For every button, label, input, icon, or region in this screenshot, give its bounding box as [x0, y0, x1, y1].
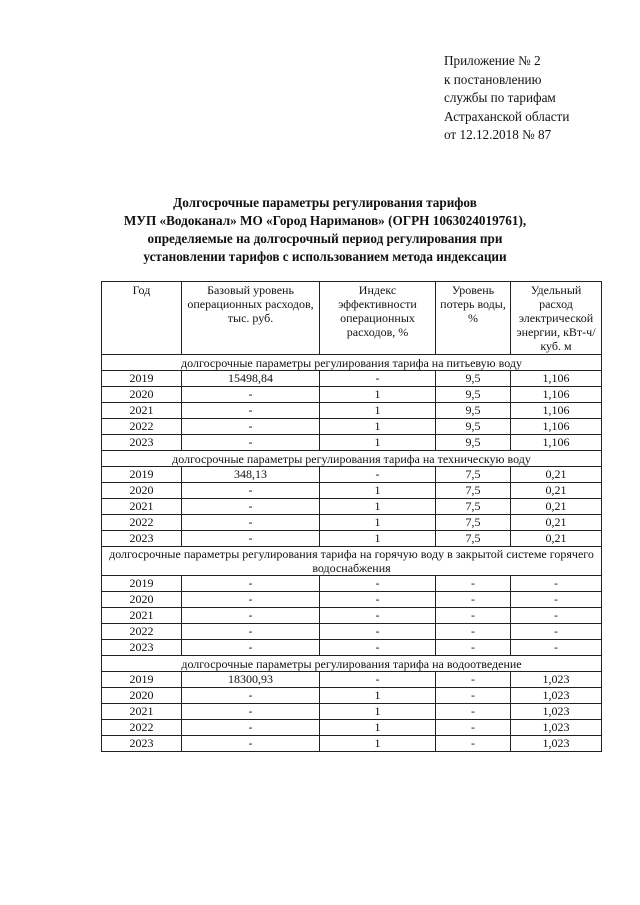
- title-line: МУП «Водоканал» МО «Город Нариманов» (ОГРН 1063024019761),: [123, 213, 527, 228]
- header-base-opex: Базовый уровень операционных расходов, тыс. руб.: [182, 282, 320, 355]
- title-line: Долгосрочные параметры регулирования тарифов: [173, 195, 477, 210]
- table-cell: -: [182, 736, 320, 752]
- table-cell: -: [436, 608, 511, 624]
- table-cell: 7,5: [436, 531, 511, 547]
- table-cell: -: [182, 515, 320, 531]
- table-cell: 0,21: [511, 499, 602, 515]
- table-cell: 1,023: [511, 672, 602, 688]
- table-cell: 2022: [102, 419, 182, 435]
- table-cell: 1: [320, 387, 436, 403]
- table-cell: -: [320, 640, 436, 656]
- table-row: [102, 640, 602, 656]
- title-line: установлении тарифов с использованием метода индексации: [143, 249, 507, 264]
- table-cell: 1,023: [511, 688, 602, 704]
- table-cell: 2022: [102, 515, 182, 531]
- table-row: [102, 515, 602, 531]
- table-row: [102, 403, 602, 419]
- table-row: [102, 531, 602, 547]
- table-cell: -: [182, 483, 320, 499]
- table-cell: -: [436, 624, 511, 640]
- table-cell: 2019: [102, 672, 182, 688]
- table-cell: 18300,93: [182, 672, 320, 688]
- table-row: [102, 467, 602, 483]
- header-energy-consumption: Удельный расход электрической энергии, кВт-ч/куб. м: [511, 282, 602, 355]
- table-cell: 1: [320, 704, 436, 720]
- table-cell: 1,106: [511, 419, 602, 435]
- table-cell: -: [182, 419, 320, 435]
- table-row: [102, 688, 602, 704]
- table-row: [102, 592, 602, 608]
- appendix-line: от 12.12.2018 № 87: [444, 127, 552, 142]
- table-cell: -: [511, 624, 602, 640]
- table-cell: 2023: [102, 531, 182, 547]
- section-title: долгосрочные параметры регулирования тарифа на питьевую воду: [102, 355, 602, 371]
- table-cell: -: [182, 688, 320, 704]
- header-efficiency-index: Индекс эффективности операционных расходов, %: [320, 282, 436, 355]
- table-cell: 1,023: [511, 720, 602, 736]
- table-cell: 1,023: [511, 736, 602, 752]
- table-cell: 9,5: [436, 371, 511, 387]
- document-title: [100, 194, 550, 266]
- table-cell: 1: [320, 483, 436, 499]
- header-year: Год: [102, 282, 182, 355]
- title-line: определяемые на долгосрочный период регулирования при: [147, 231, 503, 246]
- table-cell: 2019: [102, 576, 182, 592]
- table-row: [102, 720, 602, 736]
- table-cell: -: [182, 435, 320, 451]
- table-cell: 1,106: [511, 371, 602, 387]
- table-cell: 7,5: [436, 483, 511, 499]
- table-cell: 2020: [102, 387, 182, 403]
- table-cell: 2020: [102, 592, 182, 608]
- table-row: [102, 419, 602, 435]
- table-cell: 1: [320, 515, 436, 531]
- table-cell: -: [320, 592, 436, 608]
- table-cell: -: [511, 576, 602, 592]
- table-cell: 348,13: [182, 467, 320, 483]
- table-cell: 9,5: [436, 419, 511, 435]
- table-row: [102, 624, 602, 640]
- table-cell: 2023: [102, 435, 182, 451]
- table-cell: 2021: [102, 704, 182, 720]
- table-cell: -: [511, 640, 602, 656]
- table-cell: -: [436, 576, 511, 592]
- table-cell: -: [320, 624, 436, 640]
- table-cell: -: [320, 576, 436, 592]
- table-row: [102, 499, 602, 515]
- table-cell: 1: [320, 688, 436, 704]
- table-cell: 0,21: [511, 515, 602, 531]
- table-cell: 7,5: [436, 467, 511, 483]
- table-cell: 1,106: [511, 435, 602, 451]
- section-row: [102, 451, 602, 467]
- table-cell: -: [436, 720, 511, 736]
- table-row: [102, 704, 602, 720]
- table-cell: 2022: [102, 624, 182, 640]
- table-cell: 1,106: [511, 387, 602, 403]
- section-title: долгосрочные параметры регулирования тарифа на водоотведение: [102, 656, 602, 672]
- table-cell: -: [182, 720, 320, 736]
- section-row: [102, 355, 602, 371]
- appendix-line: Приложение № 2: [444, 53, 541, 68]
- table-cell: -: [436, 672, 511, 688]
- appendix-line: к постановлению: [444, 71, 542, 87]
- table-cell: 0,21: [511, 467, 602, 483]
- table-cell: -: [320, 672, 436, 688]
- table-cell: 2023: [102, 640, 182, 656]
- table-cell: 2021: [102, 403, 182, 419]
- table-cell: 1: [320, 736, 436, 752]
- table-cell: -: [182, 403, 320, 419]
- table-cell: 7,5: [436, 515, 511, 531]
- section-title: долгосрочные параметры регулирования тарифа на техническую воду: [102, 451, 602, 467]
- table-cell: -: [182, 608, 320, 624]
- table-cell: 2020: [102, 483, 182, 499]
- table-cell: -: [182, 640, 320, 656]
- table-cell: -: [182, 624, 320, 640]
- table-cell: 9,5: [436, 387, 511, 403]
- appendix-line: службы по тарифам: [444, 90, 556, 105]
- table-row: [102, 371, 602, 387]
- table-row: [102, 736, 602, 752]
- table-cell: 1: [320, 531, 436, 547]
- table-cell: -: [182, 576, 320, 592]
- table-cell: -: [511, 608, 602, 624]
- table-cell: 2021: [102, 499, 182, 515]
- table-cell: 2023: [102, 736, 182, 752]
- table-cell: -: [182, 499, 320, 515]
- table-cell: 1: [320, 419, 436, 435]
- section-row: [102, 547, 602, 576]
- appendix-line: Астраханской области: [444, 108, 570, 124]
- appendix-reference: [444, 52, 569, 145]
- table-cell: 1: [320, 435, 436, 451]
- table-cell: 1,106: [511, 403, 602, 419]
- table-cell: -: [182, 531, 320, 547]
- table-cell: 9,5: [436, 403, 511, 419]
- table-cell: 0,21: [511, 483, 602, 499]
- parameters-table: [101, 281, 602, 752]
- table-cell: 9,5: [436, 435, 511, 451]
- table-cell: 1: [320, 720, 436, 736]
- section-title: долгосрочные параметры регулирования тарифа на горячую воду в закрытой системе горячего водоснабжения: [102, 547, 602, 576]
- table-cell: 1: [320, 499, 436, 515]
- table-cell: -: [436, 688, 511, 704]
- table-cell: -: [182, 592, 320, 608]
- table-cell: 2019: [102, 467, 182, 483]
- table-cell: 0,21: [511, 531, 602, 547]
- table-row: [102, 576, 602, 592]
- section-row: [102, 656, 602, 672]
- table-cell: -: [182, 704, 320, 720]
- header-water-loss: Уровень потерь воды, %: [436, 282, 511, 355]
- table-cell: 7,5: [436, 499, 511, 515]
- table-cell: -: [511, 592, 602, 608]
- table-cell: -: [436, 640, 511, 656]
- table-row: [102, 435, 602, 451]
- table-row: [102, 608, 602, 624]
- table-row: [102, 672, 602, 688]
- table-cell: -: [436, 592, 511, 608]
- table-cell: 15498,84: [182, 371, 320, 387]
- table-cell: -: [182, 387, 320, 403]
- table-cell: -: [320, 371, 436, 387]
- table-cell: -: [436, 704, 511, 720]
- table-cell: 2020: [102, 688, 182, 704]
- table-cell: 1: [320, 403, 436, 419]
- table-cell: -: [436, 736, 511, 752]
- table-cell: 1,023: [511, 704, 602, 720]
- table-cell: 2019: [102, 371, 182, 387]
- table-cell: 2022: [102, 720, 182, 736]
- table-row: [102, 483, 602, 499]
- table-cell: -: [320, 608, 436, 624]
- table-cell: -: [320, 467, 436, 483]
- table-cell: 2021: [102, 608, 182, 624]
- table-row: [102, 387, 602, 403]
- table-body: [102, 355, 602, 752]
